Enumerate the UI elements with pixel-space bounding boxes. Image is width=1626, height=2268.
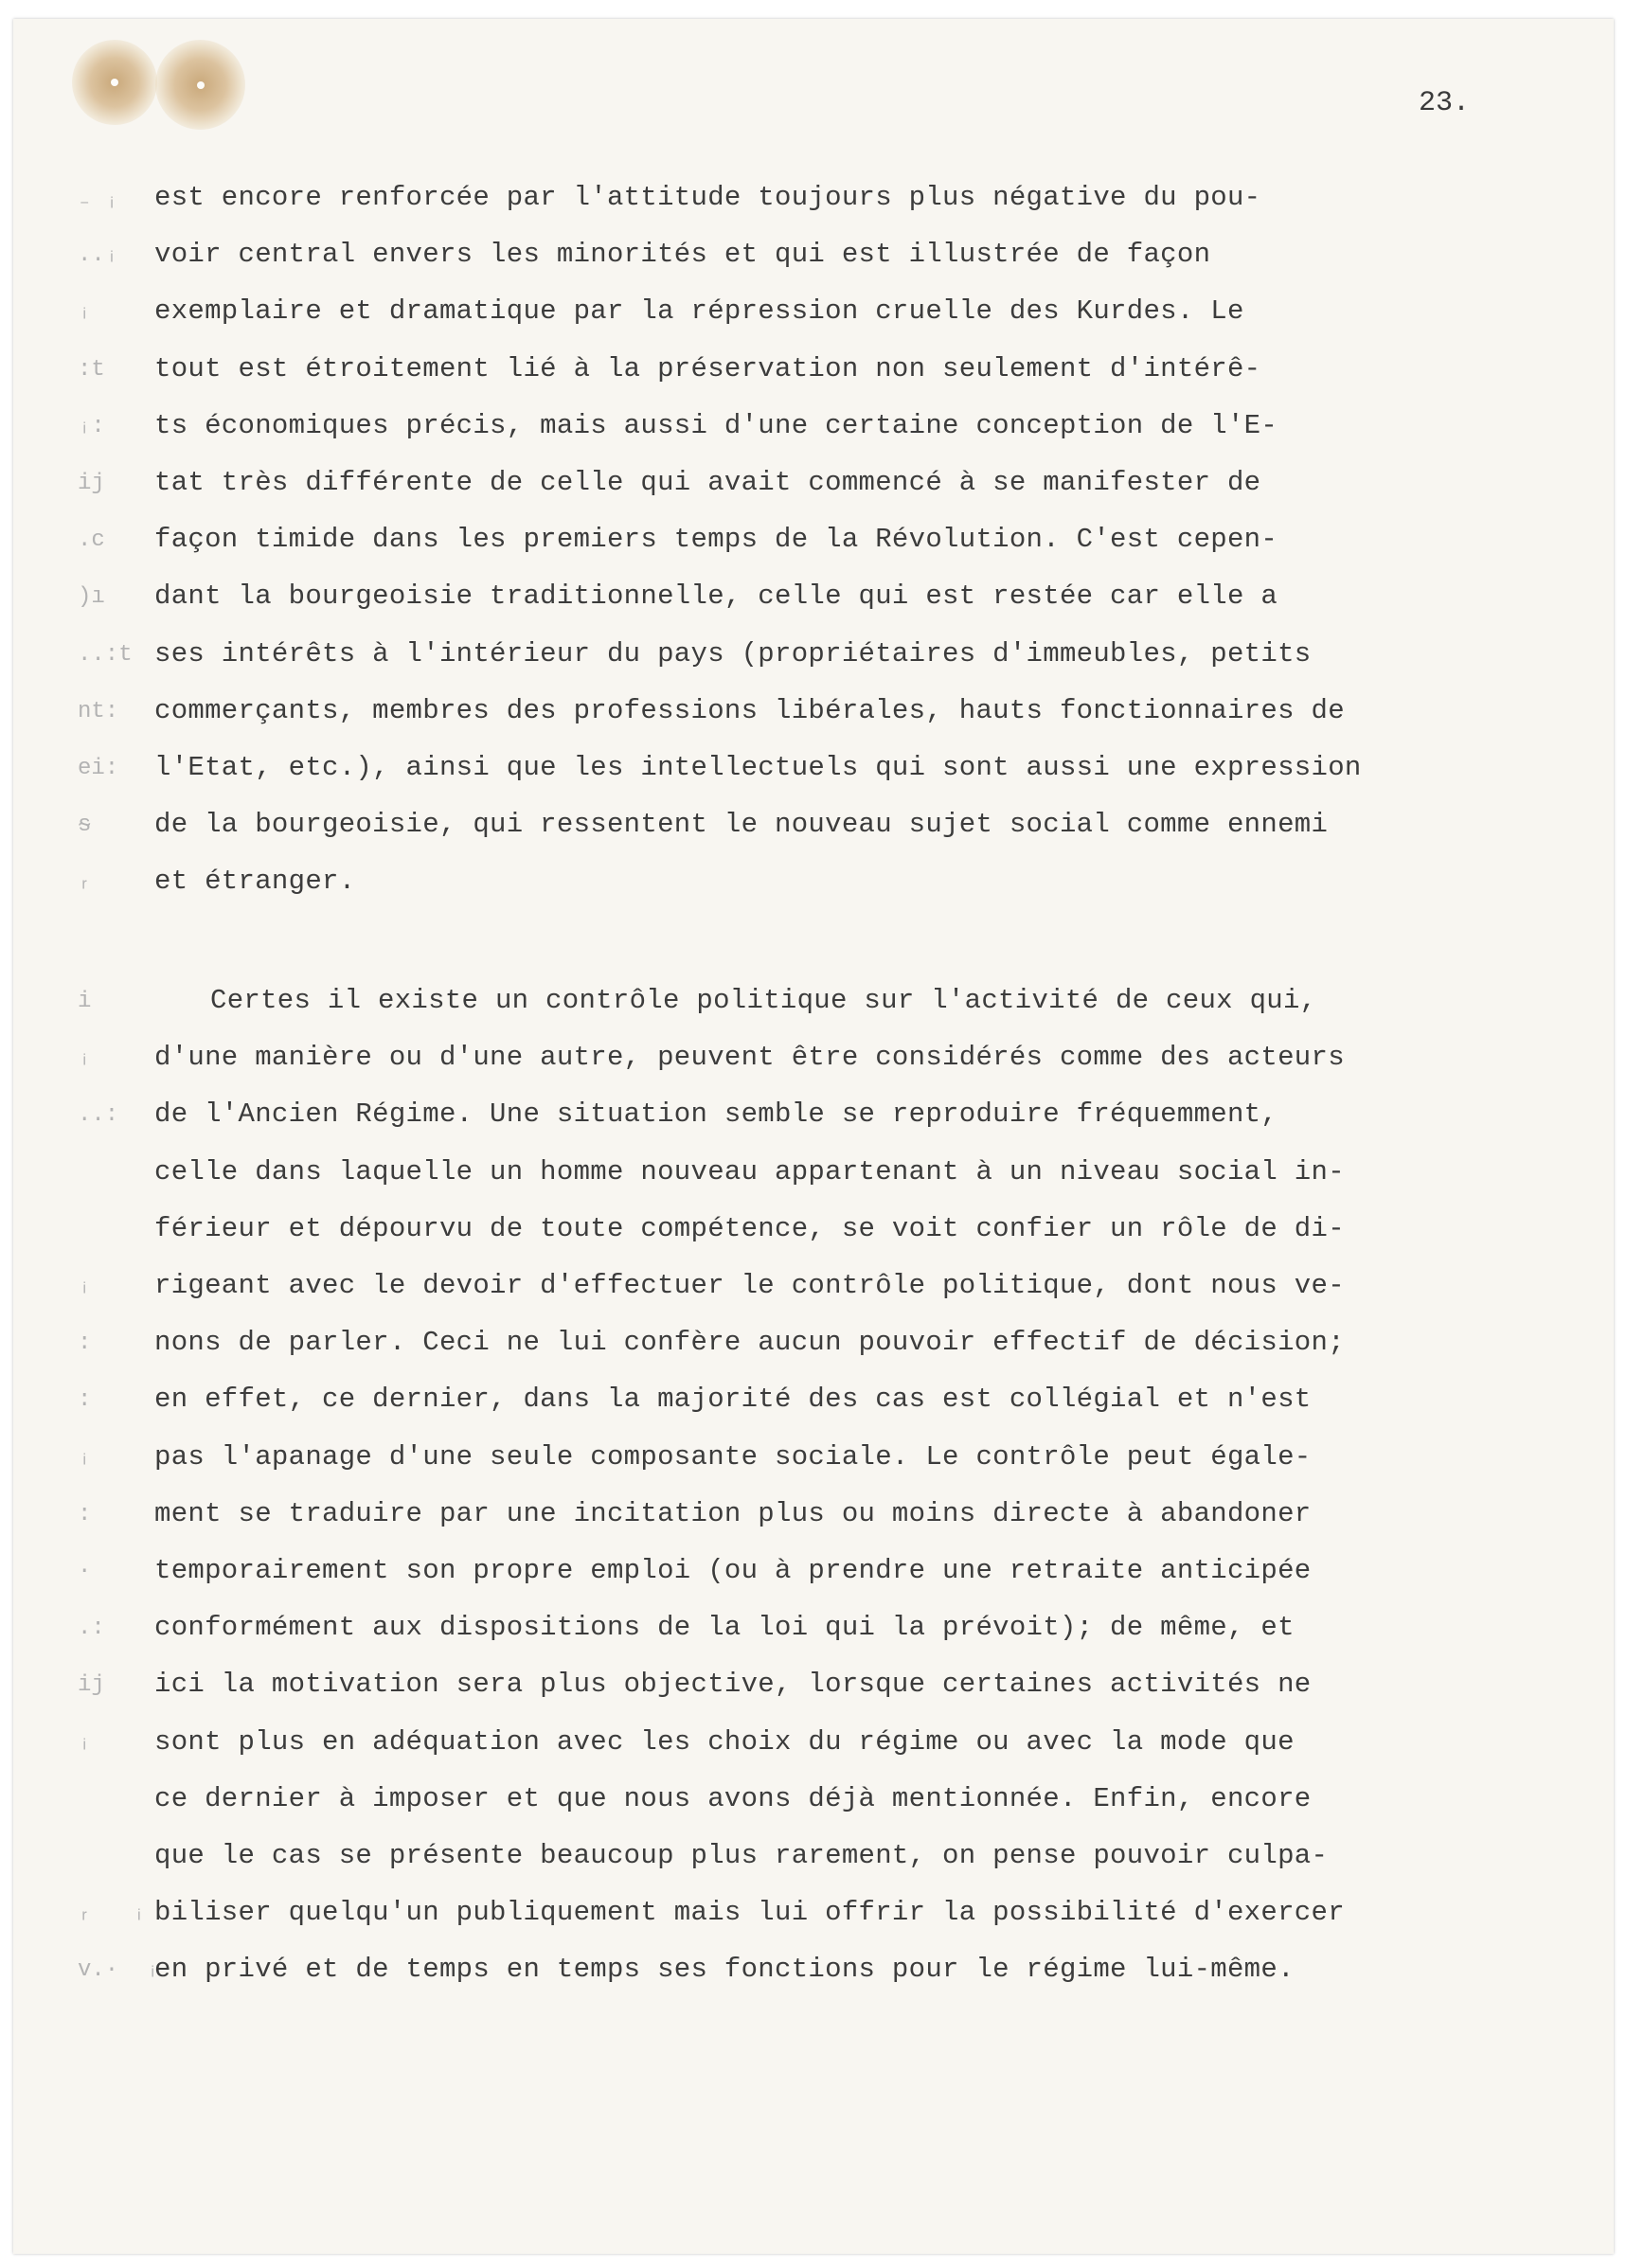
margin-mark: ₋ ᵢ — [78, 188, 119, 214]
text-line: tout est étroitement lié à la préservation non seulement d'intérê- — [154, 352, 1261, 384]
margin-mark: ᵢ — [78, 1729, 92, 1756]
stain-left — [72, 40, 157, 125]
text-line: ce dernier à imposer et que nous avons déjà mentionnée. Enfin, encore — [154, 1782, 1312, 1814]
margin-mark: )ı — [78, 584, 105, 611]
text-line: ts économiques précis, mais aussi d'une certaine conception de l'E- — [154, 409, 1278, 441]
margin-mark: ᵢ — [78, 1274, 92, 1299]
page-number: 23. — [1419, 87, 1471, 119]
text-line: ses intérêts à l'intérieur du pays (propriétaires d'immeubles, petits — [154, 637, 1312, 670]
text-line: biliser quelqu'un publiquement mais lui offrir la possibilité d'exercer — [154, 1897, 1345, 1929]
text-line: conformément aux dispositions de la loi qui la prévoit); de même, et — [154, 1612, 1295, 1644]
margin-mark: i — [78, 989, 92, 1014]
text-line: Certes il existe un contrôle politique sur l'activité de ceux qui, — [210, 985, 1317, 1016]
text-line: pas l'apanage d'une seule composante sociale. Le contrôle peut égale- — [154, 1440, 1312, 1473]
margin-mark: :t — [78, 356, 105, 383]
text-line: l'Etat, etc.), ainsi que les intellectuels qui sont aussi une expression — [154, 752, 1362, 783]
text-line: d'une manière ou d'une autre, peuvent être considérés comme des acteurs — [154, 1042, 1345, 1074]
text-line: celle dans laquelle un homme nouveau appartenant à un niveau social in- — [154, 1155, 1345, 1188]
margin-mark: ᵴ — [78, 813, 92, 839]
margin-mark: nt: — [78, 698, 119, 724]
text-line: dant la bourgeoisie traditionnelle, celle qui est restée car elle a — [154, 580, 1278, 613]
text-line: exemplaire et dramatique par la répression cruelle des Kurdes. Le — [154, 295, 1244, 328]
text-line: tat très différente de celle qui avait commencé à se manifester de — [154, 467, 1261, 498]
stain-right — [155, 40, 245, 130]
staple-hole — [111, 79, 118, 86]
text-line: sont plus en adéquation avec les choix du régime ou avec la mode que — [154, 1725, 1295, 1758]
text-line: commerçants, membres des professions libérales, hauts fonctionnaires de — [154, 694, 1345, 726]
text-line: de la bourgeoisie, qui ressentent le nouveau sujet social comme ennemi — [154, 809, 1329, 841]
margin-mark: ᵢ — [78, 1045, 92, 1072]
text-line: rigeant avec le devoir d'effectuer le contrôle politique, dont nous ve- — [154, 1270, 1345, 1301]
margin-mark: .c — [78, 527, 105, 554]
text-line: en privé et de temps en temps ses fonctions pour le régime lui-même. — [154, 1954, 1295, 1986]
text-line: nons de parler. Ceci ne lui confère aucun pouvoir effectif de décision; — [154, 1327, 1345, 1359]
margin-mark: ij — [78, 471, 105, 496]
margin-mark: · — [78, 1559, 92, 1584]
margin-mark: ᵢ: — [78, 413, 105, 439]
margin-mark: ..: — [78, 1102, 119, 1129]
text-line: temporairement son propre emploi (ou à prendre une retraite anticipée — [154, 1555, 1312, 1586]
margin-mark: ..:t — [78, 641, 133, 668]
text-line: est encore renforcée par l'attitude toujours plus négative du pou- — [154, 182, 1261, 213]
text-line: voir central envers les minorités et qui est illustrée de façon — [154, 239, 1211, 271]
margin-mark: ᵢ — [78, 299, 92, 326]
margin-mark: ᵣ ᵢ — [78, 1901, 147, 1927]
margin-mark: v.· ᵢ — [78, 1957, 160, 1984]
staple-hole — [197, 81, 205, 89]
margin-mark: ij — [78, 1672, 105, 1699]
text-line: de l'Ancien Régime. Une situation semble se reproduire fréquemment, — [154, 1098, 1278, 1131]
text-line: ici la motivation sera plus objective, lorsque certaines activités ne — [154, 1669, 1312, 1701]
margin-mark: ᵣ — [78, 869, 92, 896]
margin-mark: ..ᵢ — [78, 242, 119, 269]
text-line: façon timide dans les premiers temps de la Révolution. C'est cepen- — [154, 524, 1278, 556]
text-line: en effet, ce dernier, dans la majorité des cas est collégial et n'est — [154, 1384, 1312, 1416]
margin-mark: ei: — [78, 756, 119, 781]
text-line: que le cas se présente beaucoup plus rarement, on pense pouvoir culpa- — [154, 1840, 1329, 1871]
text-line: férieur et dépourvu de toute compétence, se voit confier un rôle de di- — [154, 1212, 1345, 1244]
margin-mark: ᵢ — [78, 1444, 92, 1471]
margin-mark: : — [78, 1330, 92, 1357]
margin-mark: : — [78, 1387, 92, 1414]
text-line: et étranger. — [154, 866, 356, 898]
margin-mark: .: — [78, 1616, 105, 1642]
margin-mark: : — [78, 1501, 92, 1527]
text-line: ment se traduire par une incitation plus ou moins directe à abandoner — [154, 1497, 1312, 1529]
